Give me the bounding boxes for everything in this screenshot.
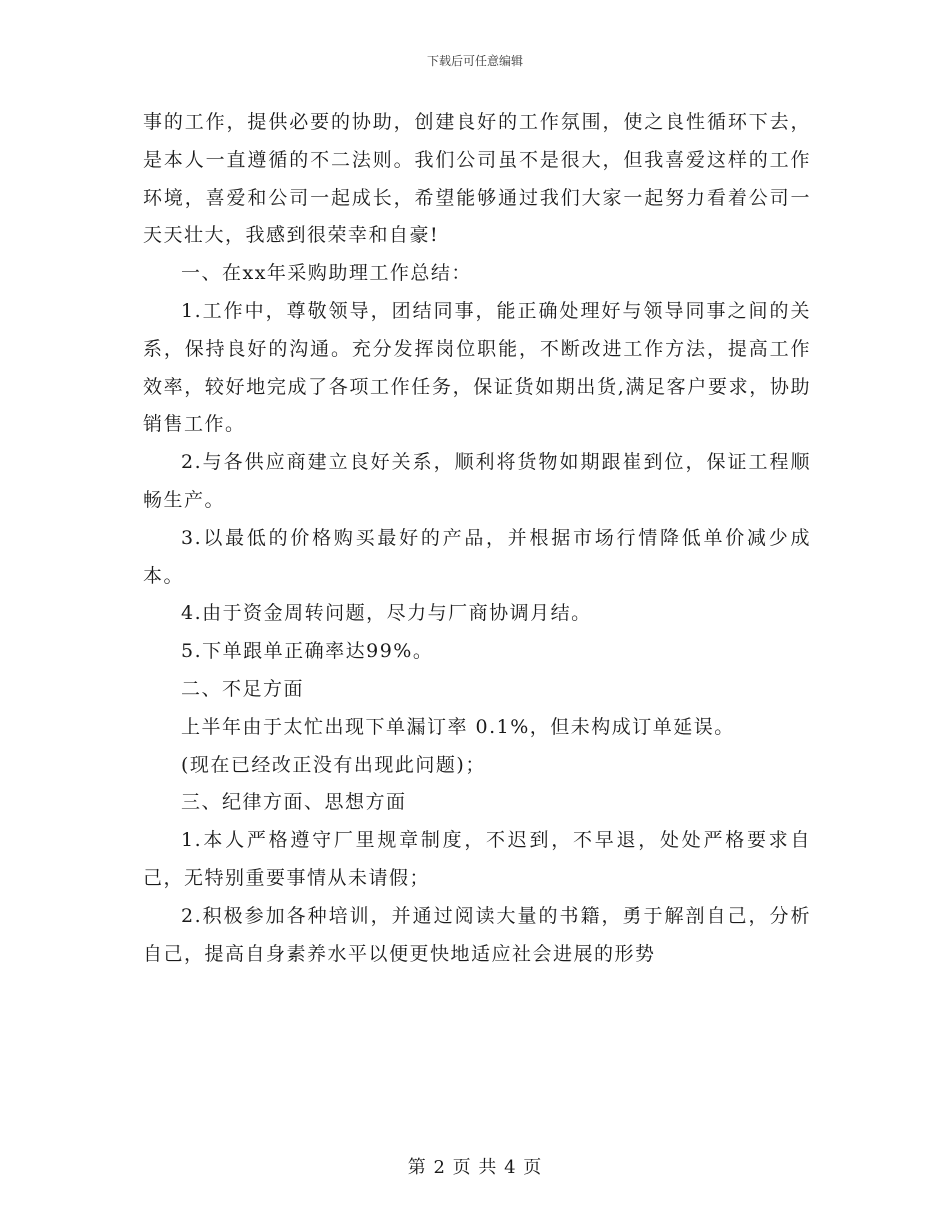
paragraph-continuation: 事的工作，提供必要的协助，创建良好的工作氛围，使之良性循环下去，是本人一直遵循的不二法则。我们公司虽不是很大，但我喜爱这样的工作环境，喜爱和公司一起成长，希望能够通过我们大家一起努力看着公司一天天壮大，我感到很荣幸和自豪! xyxy=(143,111,811,247)
page-header: 下载后可任意编辑 xyxy=(426,54,523,68)
section-heading-shortcomings: 二、不足方面 xyxy=(181,677,305,700)
shortcoming-text: 上半年由于太忙出现下单漏订率 0.1%，但未构成订单延误。 xyxy=(181,715,735,738)
list-item-3: 3.以最低的价格购买最好的产品，并根据市场行情降低单价减少成本。 xyxy=(143,526,811,587)
section-heading-summary: 一、在xx年采购助理工作总结： xyxy=(181,262,472,285)
shortcoming-note: (现在已经改正没有出现此问题)； xyxy=(181,753,486,776)
discipline-item-1: 1.本人严格遵守厂里规章制度，不迟到，不早退，处处严格要求自己，无特别重要事情从未请假； xyxy=(143,829,811,889)
section-heading-discipline: 三、纪律方面、思想方面 xyxy=(181,791,407,814)
list-item-4: 4.由于资金周转问题，尽力与厂商协调月结。 xyxy=(181,602,592,625)
list-item-2: 2.与各供应商建立良好关系，顺利将货物如期跟崔到位，保证工程顺畅生产。 xyxy=(143,451,811,511)
discipline-item-2: 2.积极参加各种培训，并通过阅读大量的书籍，勇于解剖自己，分析自己，提高自身素养水平以便更快地适应社会进展的形势 xyxy=(143,904,811,965)
document-body xyxy=(143,104,811,973)
list-item-5: 5.下单跟单正确率达99%。 xyxy=(181,640,434,663)
list-item-1: 1.工作中，尊敬领导，团结同事，能正确处理好与领导同事之间的关系，保持良好的沟通。充分发挥岗位职能，不断改进工作方法，提高工作效率，较好地完成了各项工作任务，保证货如期出货,满足客户要求，协助销售工作。 xyxy=(143,299,811,436)
page-number-footer: 第 2 页 共 4 页 xyxy=(407,1157,543,1178)
